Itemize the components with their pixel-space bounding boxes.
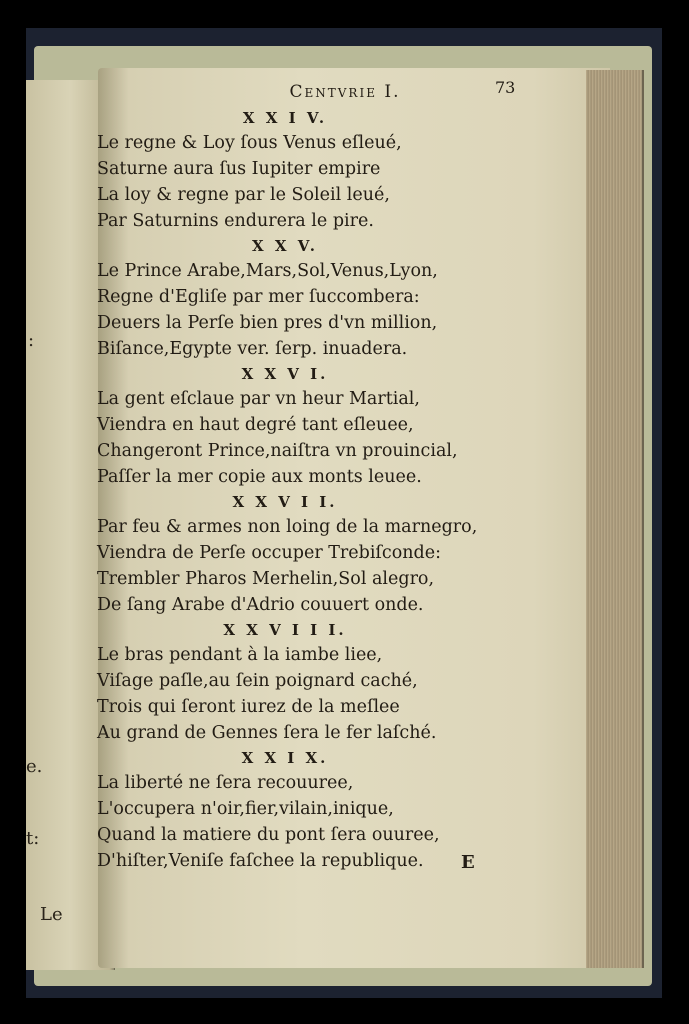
verse-line: Saturne aura ſus Iupiter empire — [97, 159, 381, 179]
quatrain — [95, 362, 477, 490]
verse-line: Regne d'Egliſe par mer ſuccombera: — [97, 287, 420, 307]
verse-line: De ſang Arabe d'Adrio couuert onde. — [97, 595, 424, 615]
quatrain — [95, 746, 477, 874]
quatrain-number: X X V I I. — [232, 493, 338, 511]
quatrain-number: X X V I I I. — [223, 621, 347, 639]
verse-line: Deuers la Perſe bien pres d'vn million, — [97, 313, 438, 333]
verse-line: Biſance,Egypte ver. ſerp. inuadera. — [97, 339, 408, 359]
verse-line: Le regne & Loy ſous Venus eſleué, — [97, 133, 402, 153]
verse-line: Le Prince Arabe,Mars,Sol,Venus,Lyon, — [97, 261, 438, 281]
verse-line: Viſage paſle,au ſein poignard caché, — [97, 671, 418, 691]
verse-list — [95, 106, 477, 874]
running-head: Centvrie I. — [289, 82, 401, 102]
catchword: E — [461, 852, 475, 873]
left-page-fragment: e. — [26, 756, 43, 777]
page-edges — [586, 70, 644, 968]
verse-line: La loy & regne par le Soleil leué, — [97, 185, 390, 205]
verse-line: Trois qui ſeront iurez de la meſlee — [97, 697, 400, 717]
verse-line: Viendra de Perſe occuper Trebiſconde: — [97, 543, 441, 563]
verse-line: Viendra en haut degré tant eſleuee, — [97, 415, 414, 435]
page-number: 73 — [495, 78, 516, 97]
verse-line: Trembler Pharos Merhelin,Sol alegro, — [97, 569, 435, 589]
verse-line: Changeront Prince,naiſtra vn prouincial, — [97, 441, 458, 461]
verse-line: L'occupera n'oir,fier,vilain,inique, — [97, 799, 394, 819]
quatrain-number: X X I X. — [241, 749, 329, 767]
quatrain-number: X X V. — [252, 237, 318, 255]
verse-line: D'hiſter,Veniſe faſchee la republique. — [97, 851, 424, 871]
verse-line: La gent eſclaue par vn heur Martial, — [97, 389, 420, 409]
quatrain — [95, 234, 477, 362]
left-page-fragment: t: — [26, 828, 40, 849]
verse-line: La liberté ne ſera recouuree, — [97, 773, 354, 793]
quatrain-number: X X V I. — [241, 365, 329, 383]
quatrain — [95, 490, 477, 618]
verse-line: Quand la matiere du pont ſera ouuree, — [97, 825, 440, 845]
quatrain — [95, 618, 477, 746]
verse-line: Le bras pendant à la iambe liee, — [97, 645, 383, 665]
quatrain-number: X X I V. — [242, 109, 328, 127]
verse-line: Par Saturnins endurera le pire. — [97, 211, 374, 231]
left-page-fragment: Le — [40, 904, 63, 925]
verse-line: Par feu & armes non loing de la marnegro, — [97, 517, 478, 537]
verse-line: Paſſer la mer copie aux monts leuee. — [97, 467, 422, 487]
verse-line: Au grand de Gennes ſera le fer laſché. — [97, 723, 437, 743]
left-page-fragment: : — [28, 330, 35, 351]
quatrain — [95, 106, 477, 234]
